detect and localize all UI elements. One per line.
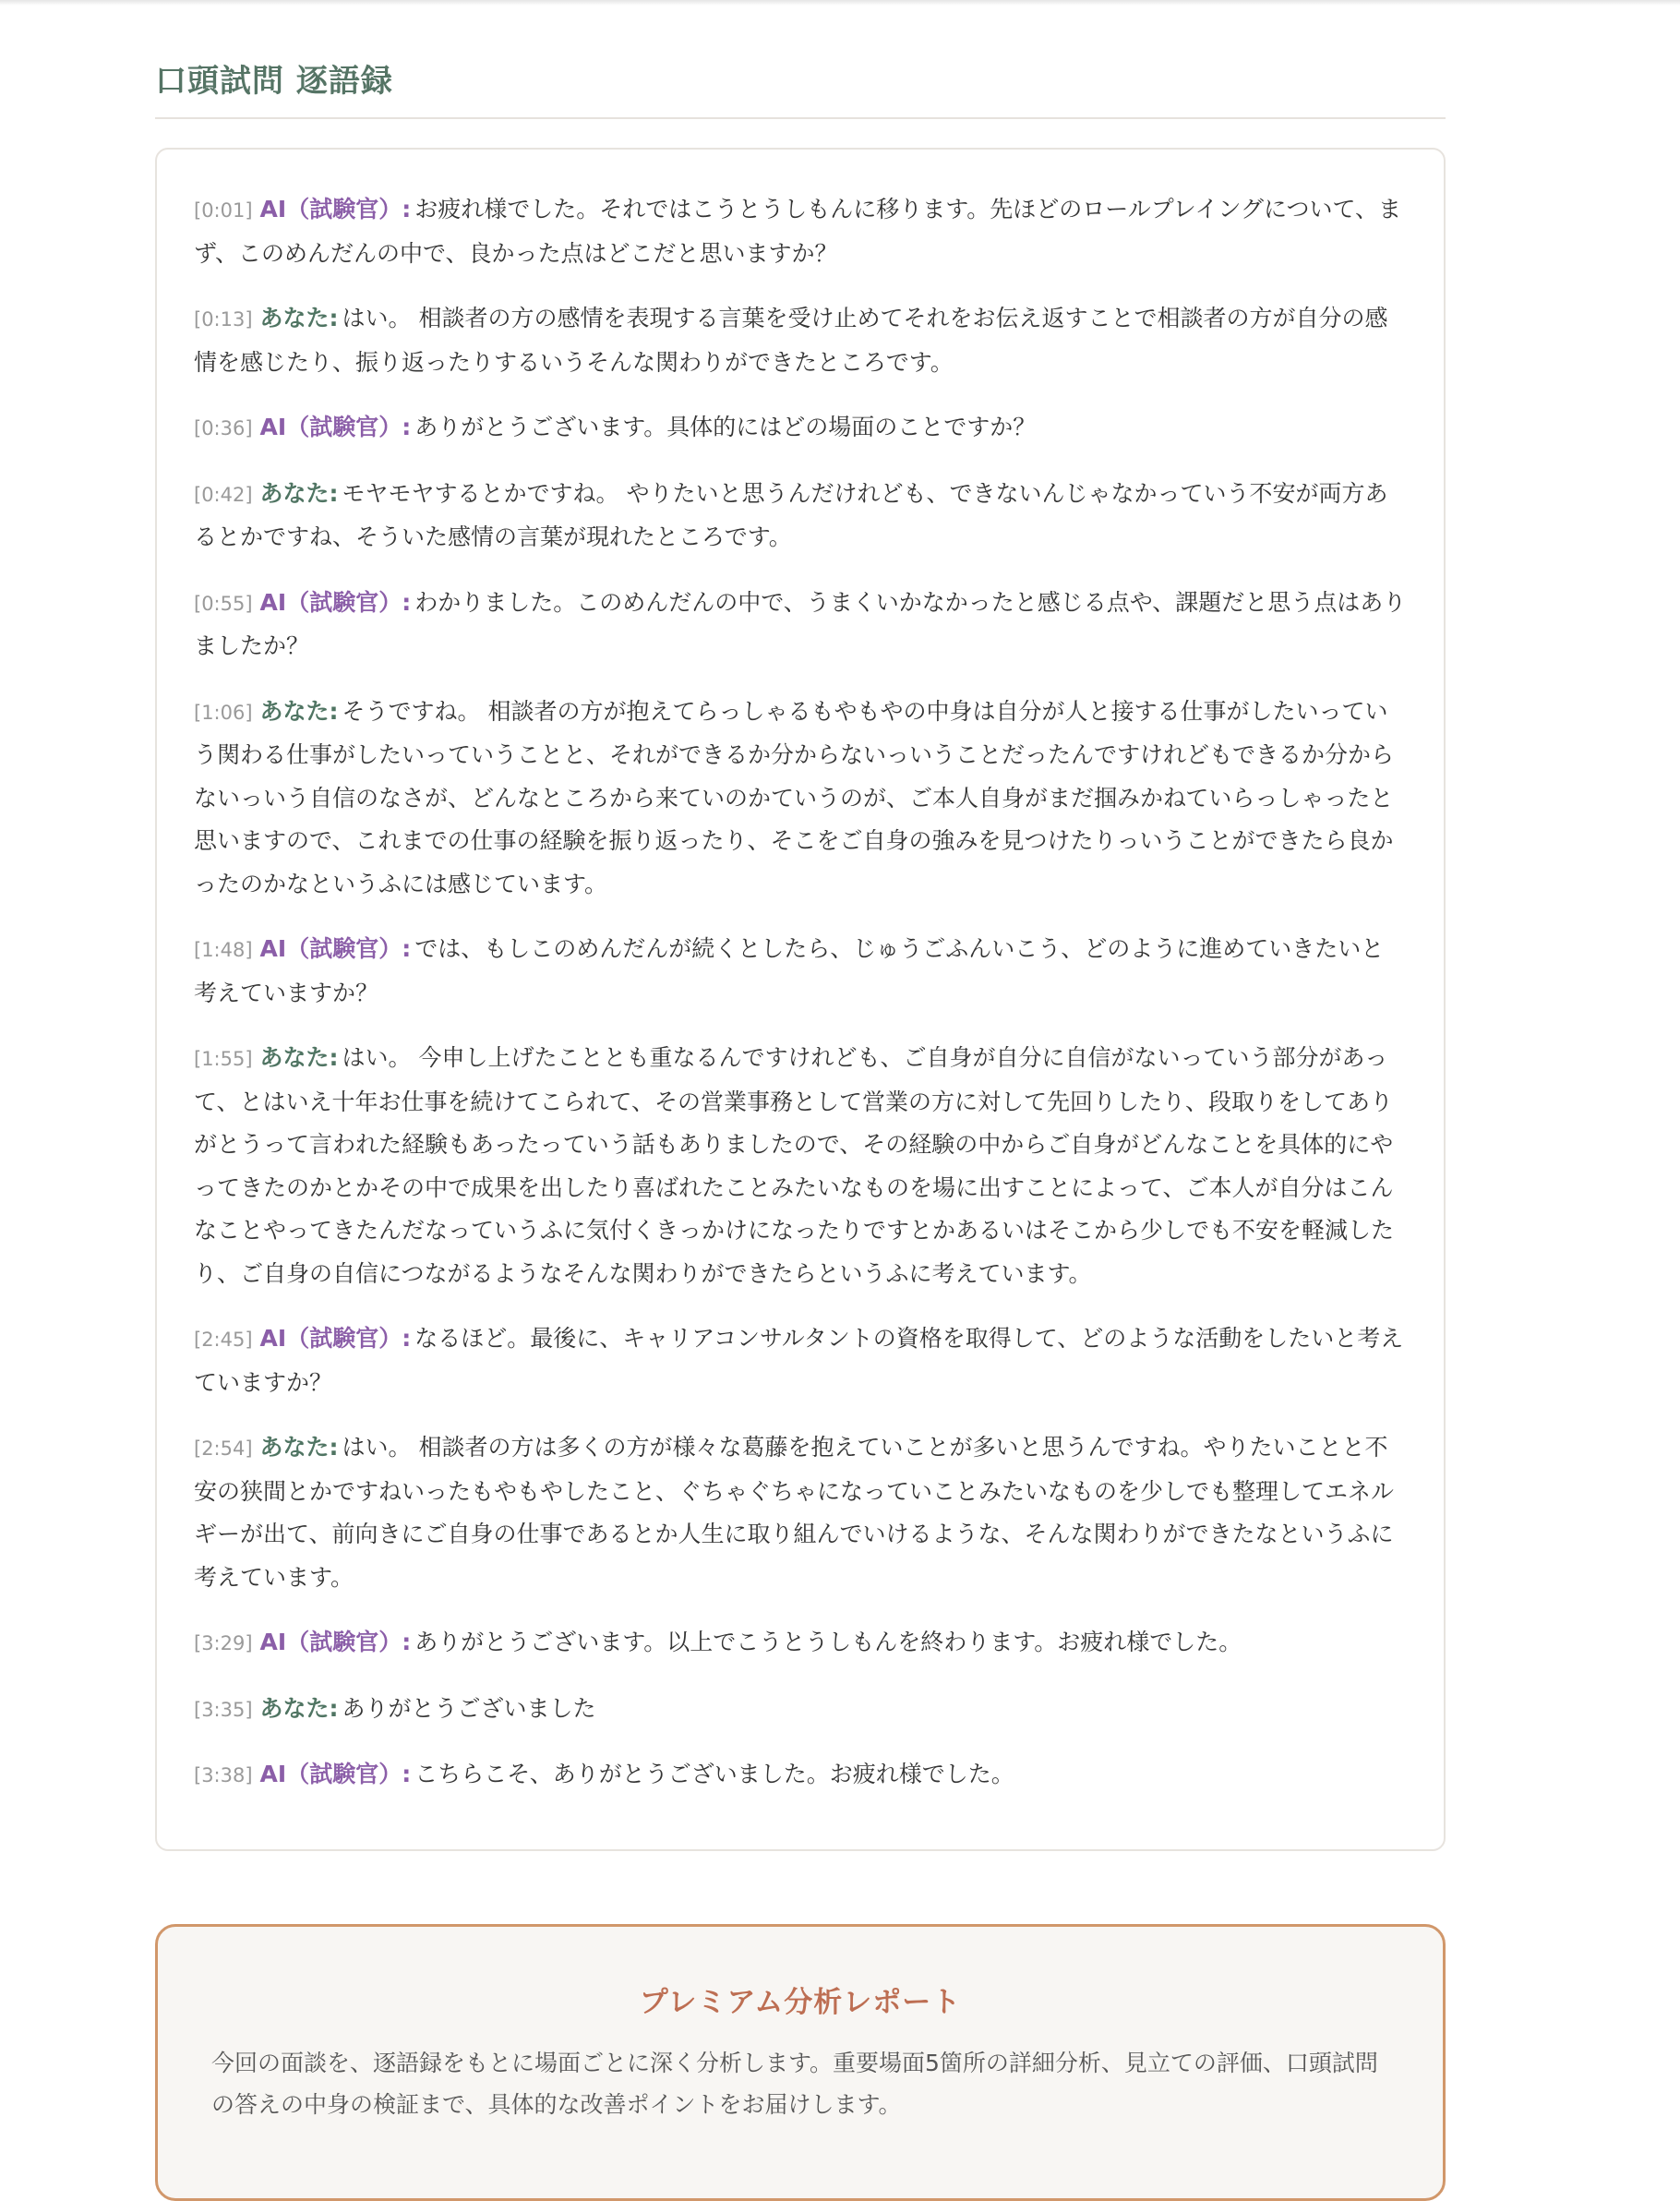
speaker-ai: AI（試験官）: <box>259 414 412 440</box>
timestamp: [1:06] <box>194 701 253 724</box>
speaker-you: あなた: <box>259 1694 339 1722</box>
transcript-entry <box>194 582 1407 668</box>
speaker-ai: AI（試験官）: <box>259 935 412 962</box>
transcript-card <box>155 148 1446 1851</box>
premium-report-title: プレミアム分析レポート <box>639 1986 962 2019</box>
timestamp: [0:55] <box>194 592 253 615</box>
timestamp: [3:29] <box>194 1632 253 1654</box>
transcript-entry <box>194 473 1407 559</box>
timestamp: [1:55] <box>194 1048 253 1070</box>
transcript-entry <box>194 297 1407 384</box>
timestamp: [1:48] <box>194 939 253 961</box>
utterance-text: はい。 今申し上げたこととも重なるんですけれども、ご自身が自分に自信がないっていう部分があって、とはいえ十年お仕事を続けてこられて、その営業事務として営業の方に対して先回りしたり、段取りをしてありがとうって言われた経験もあったっていう話もありましたので、その経験の中からご自身がどんなことを具体的にやってきたのかとかその中で成果を出したり喜ばれたことみたいなものを場に出すことによって、ご本人が自分はこんなことやってきたんだなっていうふに気付くきっかけになったりですとかあるいはそこから少しでも不安を軽減したり、ご自身の自信につながるようなそんな関わりができたらというふに考えています。 <box>194 1044 1395 1287</box>
transcript-entry <box>194 188 1407 275</box>
utterance-text: お疲れ様でした。それではこうとうしもんに移ります。先ほどのロールプレイングについて、まず、このめんだんの中で、良かった点はどこだと思いますか？ <box>194 196 1401 267</box>
transcript-entry <box>194 1426 1407 1599</box>
transcript-entry <box>194 691 1407 907</box>
transcript-entry <box>194 1317 1407 1404</box>
utterance-text: なるほど。最後に、キャリアコンサルタントの資格を取得して、どのような活動をしたいと考えていますか？ <box>194 1325 1404 1396</box>
utterance-text: モヤモヤするとかですね。 やりたいと思うんだけれども、できないんじゃなかっていう不安が両方あるとかですね、そういた感情の言葉が現れたところです。 <box>194 479 1388 550</box>
speaker-ai: AI（試験官）: <box>259 196 412 223</box>
utterance-text: ありがとうございました <box>342 1694 596 1722</box>
utterance-text: では、もしこのめんだんが続くとしたら、じゅうごふんいこう、どのように進めていきたいと考えていますか？ <box>194 935 1385 1006</box>
speaker-ai: AI（試験官）: <box>259 588 412 616</box>
top-shadow <box>0 0 1680 6</box>
transcript-entry <box>194 1688 1407 1732</box>
speaker-ai: AI（試験官）: <box>259 1629 412 1655</box>
timestamp: [0:42] <box>194 483 253 506</box>
transcript-entry <box>194 1037 1407 1295</box>
utterance-text: わかりました。このめんだんの中で、うまくいかなかったと感じる点や、課題だと思う点はありましたか？ <box>194 588 1407 659</box>
utterance-text: ありがとうございます。具体的にはどの場面のことですか？ <box>414 414 1037 440</box>
transcript-entry <box>194 406 1407 451</box>
speaker-ai: AI（試験官）: <box>259 1325 412 1352</box>
utterance-text: こちらこそ、ありがとうございました。お疲れ様でした。 <box>414 1761 1014 1787</box>
speaker-you: あなた: <box>259 1044 339 1071</box>
utterance-text: はい。 相談者の方は多くの方が様々な葛藤を抱えていことが多いと思うんですね。やりたいことと不安の狭間とかですねいったもやもやしたこと、ぐちゃぐちゃになっていことみたいなものを少しでも整理してエネルギーが出て、前向きにご自身の仕事であるとか人生に取り組んでいけるような、そんな関わりができたなというふに考えています。 <box>194 1434 1395 1591</box>
timestamp: [0:01] <box>194 199 253 222</box>
title-divider <box>155 117 1446 119</box>
timestamp: [3:38] <box>194 1764 253 1786</box>
timestamp: [2:45] <box>194 1329 253 1351</box>
transcript-entry <box>194 928 1407 1015</box>
timestamp: [3:35] <box>194 1698 253 1721</box>
transcript-entry <box>194 1621 1407 1666</box>
speaker-you: あなた: <box>259 1434 339 1461</box>
speaker-you: あなた: <box>259 697 339 725</box>
premium-report-description: 今回の面談を、逐語録をもとに場面ごとに深く分析します。重要場面5箇所の詳細分析、見立ての評価、口頭試問の答えの中身の検証まで、具体的な改善ポイントをお届けします。 <box>211 2050 1378 2118</box>
section-title: 口頭試問 逐語録 <box>155 63 393 100</box>
timestamp: [2:54] <box>194 1437 253 1460</box>
speaker-you: あなた: <box>259 479 339 507</box>
transcript-entry <box>194 1753 1407 1798</box>
speaker-you: あなた: <box>259 305 339 331</box>
utterance-text: はい。 相談者の方の感情を表現する言葉を受け止めてそれをお伝え返すことで相談者の方が自分の感情を感じたり、振り返ったりするいうそんな関わりができたところです。 <box>194 305 1388 376</box>
utterance-text: そうですね。 相談者の方が抱えてらっしゃるもやもやの中身は自分が人と接する仕事がしたいっていう関わる仕事がしたいっていうことと、それができるか分からないっいうことだったんですけれどもできるか分からないっいう自信のなさが、どんなところから来ていのかていうのが、ご本人自身がまだ掴みかねていらっしゃったと思いますので、これまでの仕事の経験を振り返ったり、そこをご自身の強みを見つけたりっいうことができたら良かったのかなというふには感じています。 <box>194 697 1395 897</box>
premium-report-card <box>155 1924 1446 2201</box>
utterance-text: ありがとうございます。以上でこうとうしもんを終わります。お疲れ様でした。 <box>414 1629 1242 1655</box>
timestamp: [0:36] <box>194 417 253 439</box>
timestamp: [0:13] <box>194 308 253 331</box>
speaker-ai: AI（試験官）: <box>259 1761 412 1787</box>
